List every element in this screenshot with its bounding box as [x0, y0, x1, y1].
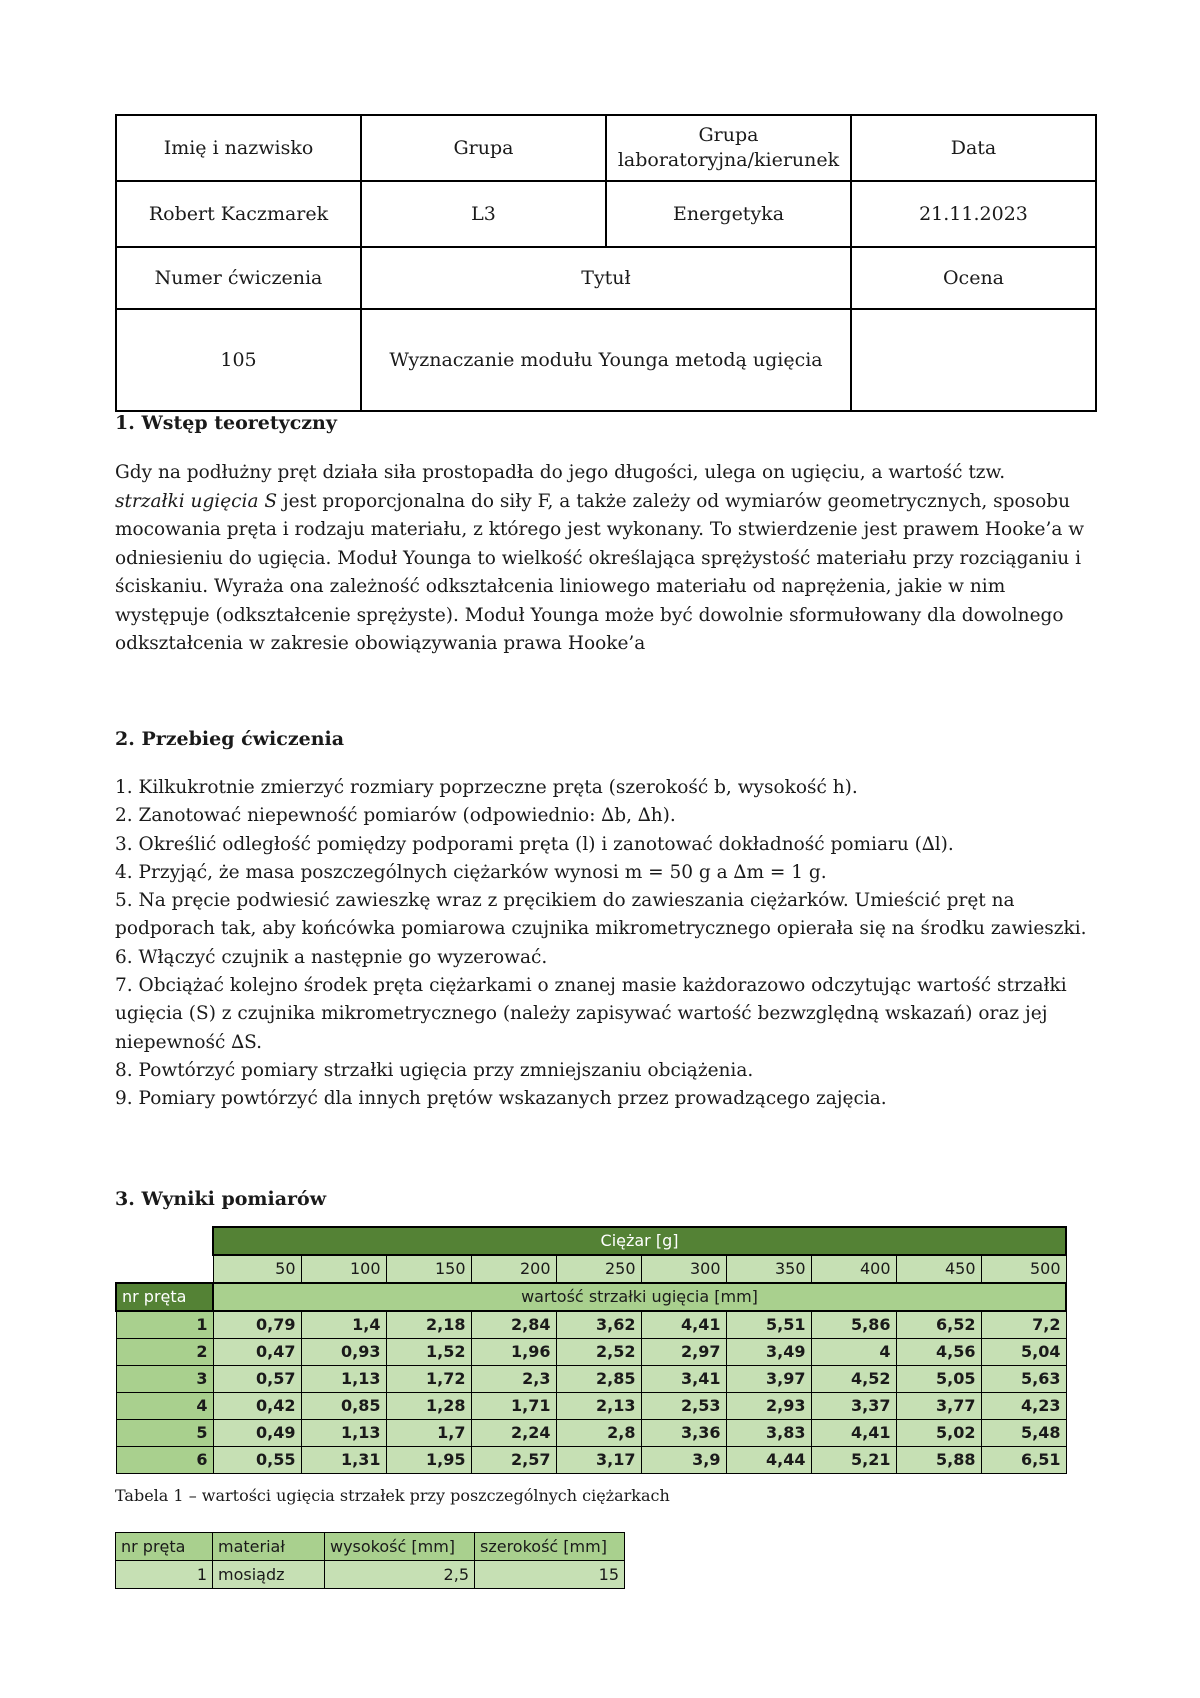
date-label: Data	[851, 115, 1096, 181]
deflection-cell: 7,2	[981, 1311, 1066, 1339]
step-item: 9. Pomiary powtórzyć dla innych prętów wskazanych przez prowadzącego zajęcia.	[115, 1088, 887, 1110]
deflection-cell: 1,13	[301, 1420, 386, 1447]
deflection-cell: 2,53	[641, 1393, 726, 1420]
deflection-cell: 4,41	[811, 1420, 896, 1447]
step-item: 8. Powtórzyć pomiary strzałki ugięcia przy zmniejszaniu obciążenia.	[115, 1059, 754, 1081]
section-3-heading: 3. Wyniki pomiarów	[115, 1188, 327, 1210]
deflection-cell: 0,49	[213, 1420, 301, 1447]
table-row	[116, 1366, 1066, 1393]
material-table	[115, 1532, 625, 1589]
deflection-cell: 2,52	[556, 1339, 641, 1366]
rod-number-cell: 1	[116, 1311, 213, 1339]
deflection-cell: 5,51	[726, 1311, 811, 1339]
document-page	[115, 114, 1095, 1584]
lab-group-label	[606, 115, 851, 181]
deflection-cell: 5,02	[896, 1420, 981, 1447]
deflection-cell: 2,97	[641, 1339, 726, 1366]
group-label: Grupa	[361, 115, 606, 181]
deflection-cell: 4,23	[981, 1393, 1066, 1420]
deflection-cell: 3,83	[726, 1420, 811, 1447]
material-header-cell: nr pręta	[116, 1533, 213, 1561]
weight-cell: 450	[896, 1255, 981, 1283]
material-header-cell: wysokość [mm]	[325, 1533, 475, 1561]
deflection-cell: 5,21	[811, 1447, 896, 1474]
rod-number-cell: 4	[116, 1393, 213, 1420]
weight-cell: 250	[556, 1255, 641, 1283]
deflection-cell: 3,17	[556, 1447, 641, 1474]
step-item: 5. Na pręcie podwiesić zawieszkę wraz z pręcikiem do zawieszania ciężarków. Umieścić pręt na podporach tak, aby końcówka pomiarowa czujnika mikrometrycznego opierała się na środku zawieszki.	[115, 890, 1087, 940]
rod-number-cell: 3	[116, 1366, 213, 1393]
deflection-cell: 5,04	[981, 1339, 1066, 1366]
deflection-cell: 3,41	[641, 1366, 726, 1393]
lab-group-label-line1: Grupa	[698, 124, 759, 146]
deflection-cell: 1,28	[386, 1393, 471, 1420]
deflection-cell: 0,57	[213, 1366, 301, 1393]
rod-number-cell: 6	[116, 1447, 213, 1474]
weight-header: Ciężar [g]	[213, 1227, 1066, 1255]
weight-cell: 150	[386, 1255, 471, 1283]
exercise-number-label: Numer ćwiczenia	[116, 247, 361, 309]
step-item: 3. Określić odległość pomiędzy podporami pręta (l) i zanotować dokładność pomiaru (∆l).	[115, 833, 954, 855]
deflection-cell: 0,42	[213, 1393, 301, 1420]
name-value: Robert Kaczmarek	[116, 181, 361, 247]
rod-number-cell: 2	[116, 1339, 213, 1366]
table-row	[116, 1447, 1066, 1474]
deflection-cell: 2,57	[471, 1447, 556, 1474]
deflection-cell: 4,52	[811, 1366, 896, 1393]
deflection-cell: 4,44	[726, 1447, 811, 1474]
group-value: L3	[361, 181, 606, 247]
material-header-cell: materiał	[213, 1533, 325, 1561]
rod-number-cell: 5	[116, 1420, 213, 1447]
paragraph-rest: jest proporcjonalna do siły F, a także zależy od wymiarów geometrycznych, sposobu mocowania pręta i rodzaju materiału, z którego jest wykonany. To stwierdzenie jest prawem Hooke’a w odniesieniu do ugięcia. Moduł Younga to wielkość określająca sprężystość materiału przy rozciąganiu i ściskaniu. Wyraża ona zależność odkształcenia liniowego materiału od naprężenia, jakie w nim występuje (odkształcenie sprężyste). Moduł Younga może być dowolnie sformułowany dla dowolnego odkształcenia w zakresie obowiązywania prawa Hooke’a	[115, 490, 1085, 654]
header-table	[115, 114, 1097, 412]
name-label: Imię i nazwisko	[116, 115, 361, 181]
deflection-cell: 1,31	[301, 1447, 386, 1474]
deflection-cell: 0,55	[213, 1447, 301, 1474]
table-row	[116, 1420, 1066, 1447]
empty-corner	[116, 1255, 213, 1283]
weight-cell: 350	[726, 1255, 811, 1283]
material-name: mosiądz	[213, 1561, 325, 1589]
weight-cell: 500	[981, 1255, 1066, 1283]
deflection-cell: 0,79	[213, 1311, 301, 1339]
deflection-cell: 1,71	[471, 1393, 556, 1420]
lab-group-value: Energetyka	[606, 181, 851, 247]
deflection-cell: 5,88	[896, 1447, 981, 1474]
deflection-cell: 5,05	[896, 1366, 981, 1393]
rod-number-header: nr pręta	[116, 1283, 213, 1311]
deflection-cell: 0,47	[213, 1339, 301, 1366]
exercise-number-value: 105	[116, 309, 361, 411]
section-1-paragraph	[115, 459, 1105, 659]
steps-list	[115, 774, 1105, 1114]
grade-value	[851, 309, 1096, 411]
table-row	[116, 1311, 1066, 1339]
table-row	[116, 1339, 1066, 1366]
deflection-cell: 5,48	[981, 1420, 1066, 1447]
empty-corner	[116, 1227, 213, 1255]
deflection-cell: 1,72	[386, 1366, 471, 1393]
weight-cell: 50	[213, 1255, 301, 1283]
deflection-cell: 2,24	[471, 1420, 556, 1447]
paragraph-italic: strzałki ugięcia S	[115, 490, 278, 512]
step-item: 2. Zanotować niepewność pomiarów (odpowiednio: ∆b, ∆h).	[115, 805, 676, 827]
deflection-cell: 3,77	[896, 1393, 981, 1420]
deflection-cell: 0,85	[301, 1393, 386, 1420]
deflection-cell: 1,95	[386, 1447, 471, 1474]
deflection-cell: 5,63	[981, 1366, 1066, 1393]
deflection-cell: 1,96	[471, 1339, 556, 1366]
date-value: 21.11.2023	[851, 181, 1096, 247]
deflection-cell: 3,9	[641, 1447, 726, 1474]
deflection-cell: 2,13	[556, 1393, 641, 1420]
weight-cell: 300	[641, 1255, 726, 1283]
weight-cell: 100	[301, 1255, 386, 1283]
deflection-cell: 3,36	[641, 1420, 726, 1447]
section-1-heading: 1. Wstęp teoretyczny	[115, 412, 337, 434]
deflection-cell: 2,18	[386, 1311, 471, 1339]
step-item: 4. Przyjąć, że masa poszczególnych ciężarków wynosi m = 50 g a ∆m = 1 g.	[115, 861, 827, 883]
material-header-cell: szerokość [mm]	[475, 1533, 625, 1561]
table-row	[116, 1393, 1066, 1420]
deflection-cell: 4	[811, 1339, 896, 1366]
deflection-cell: 2,85	[556, 1366, 641, 1393]
paragraph-start: Gdy na podłużny pręt działa siła prostopadła do jego długości, ulega on ugięciu, a wartość tzw.	[115, 462, 1006, 483]
deflection-cell: 2,3	[471, 1366, 556, 1393]
deflection-cell: 2,8	[556, 1420, 641, 1447]
deflection-cell: 3,97	[726, 1366, 811, 1393]
material-table-wrapper	[115, 1532, 625, 1589]
deflection-cell: 3,37	[811, 1393, 896, 1420]
lab-group-label-line2: laboratoryjna/kierunek	[617, 149, 840, 171]
deflection-cell: 5,86	[811, 1311, 896, 1339]
section-2-heading: 2. Przebieg ćwiczenia	[115, 728, 345, 750]
deflection-cell: 0,93	[301, 1339, 386, 1366]
deflection-cell: 1,4	[301, 1311, 386, 1339]
deflection-cell: 2,93	[726, 1393, 811, 1420]
deflection-cell: 4,41	[641, 1311, 726, 1339]
deflection-cell: 1,13	[301, 1366, 386, 1393]
step-item: 6. Włączyć czujnik a następnie go wyzerować.	[115, 946, 548, 968]
table-caption: Tabela 1 – wartości ugięcia strzałek przy poszczególnych ciężarkach	[115, 1486, 670, 1505]
deflection-header: wartość strzałki ugięcia [mm]	[213, 1283, 1066, 1311]
title-value: Wyznaczanie modułu Younga metodą ugięcia	[361, 309, 851, 411]
material-width: 15	[475, 1561, 625, 1589]
step-item: 7. Obciążać kolejno środek pręta ciężarkami o znanej masie każdorazowo odczytując wartość strzałki ugięcia (S) z czujnika mikrometrycznego (należy zapisywać wartość bezwzględną wskazań) oraz jej niepewność ∆S.	[115, 975, 1067, 1053]
deflection-cell: 3,62	[556, 1311, 641, 1339]
deflection-cell: 2,84	[471, 1311, 556, 1339]
title-label: Tytuł	[361, 247, 851, 309]
grade-label: Ocena	[851, 247, 1096, 309]
weight-cell: 400	[811, 1255, 896, 1283]
deflection-cell: 1,7	[386, 1420, 471, 1447]
weight-cell: 200	[471, 1255, 556, 1283]
results-table	[115, 1226, 1067, 1474]
deflection-cell: 4,56	[896, 1339, 981, 1366]
step-item: 1. Kilkukrotnie zmierzyć rozmiary poprzeczne pręta (szerokość b, wysokość h).	[115, 777, 858, 798]
material-rod-number: 1	[116, 1561, 213, 1589]
material-height: 2,5	[325, 1561, 475, 1589]
deflection-cell: 6,52	[896, 1311, 981, 1339]
deflection-cell: 6,51	[981, 1447, 1066, 1474]
results-table-wrapper	[115, 1226, 1067, 1474]
deflection-cell: 3,49	[726, 1339, 811, 1366]
deflection-cell: 1,52	[386, 1339, 471, 1366]
